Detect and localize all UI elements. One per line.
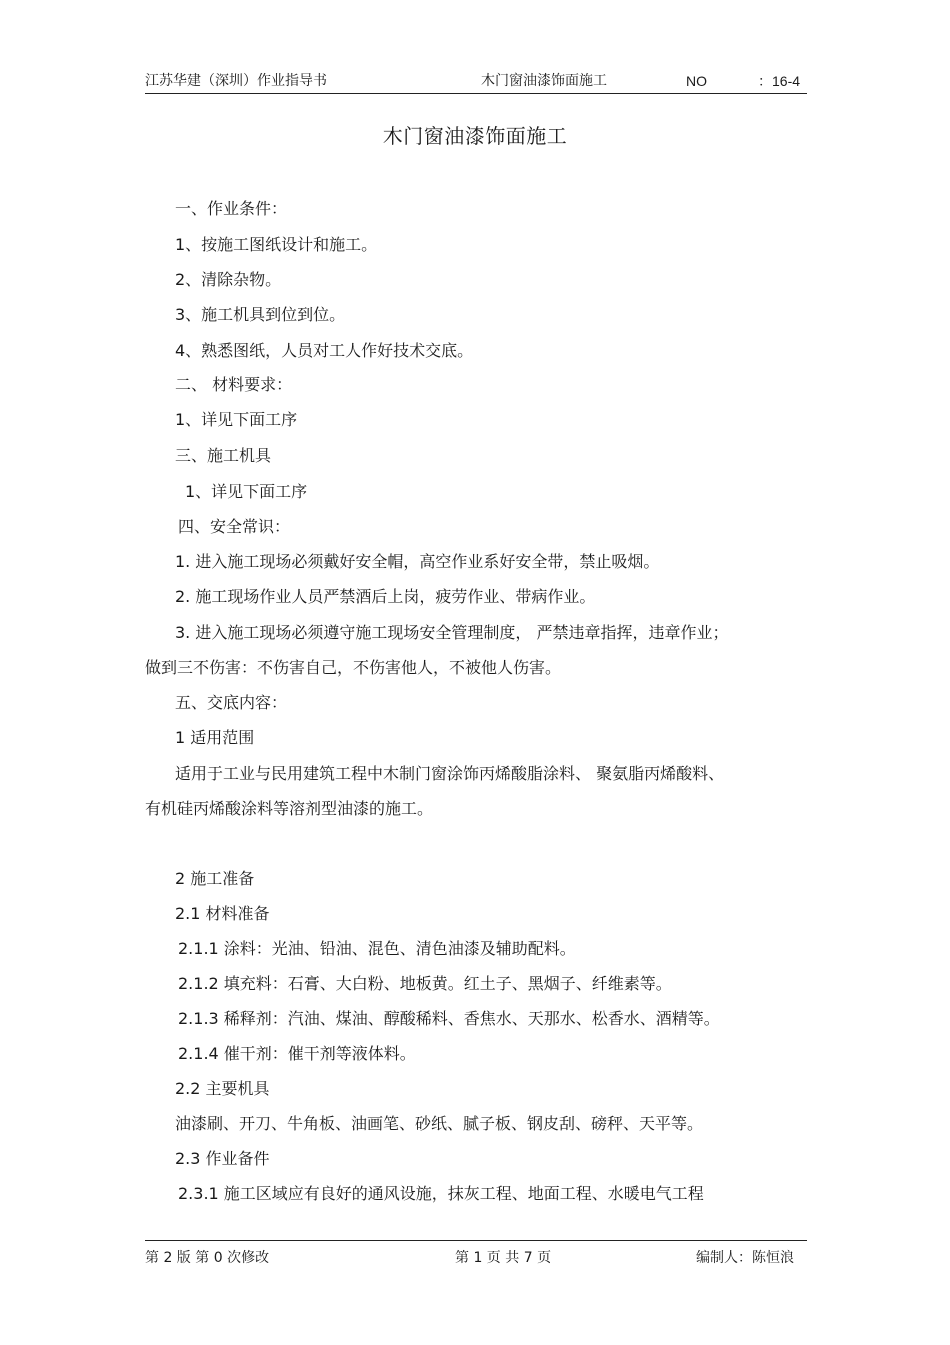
section-heading-briefing: 五、交底内容： [175, 693, 288, 712]
section-heading-machinery: 三、施工机具 [175, 446, 272, 465]
text-line: 1、详见下面工序 [175, 410, 298, 429]
text-line: 2.3.1 施工区域应有良好的通风设施，抹灰工程、地面工程、水暖电气工程 [178, 1184, 704, 1203]
text-line: 2.1.1 涂料：光油、铅油、混色、清色油漆及辅助配料。 [178, 939, 576, 958]
text-line: 4、熟悉图纸，人员对工人作好技术交底。 [175, 341, 474, 360]
text-line: 1、详见下面工序 [185, 482, 308, 501]
text-line: 有机硅丙烯酸涂料等溶剂型油漆的施工。 [145, 799, 434, 818]
text-line: 3、施工机具到位到位。 [175, 305, 346, 324]
header-no-value: ：16-4 [758, 73, 801, 89]
footer-editor: 编制人：陈恒浪 [696, 1250, 794, 1266]
section-heading-materials: 二、 材料要求： [175, 375, 293, 394]
subsection-heading: 2.1 材料准备 [175, 904, 270, 923]
text-line: 做到三不伤害：不伤害自己，不伤害他人，不被他人伤害。 [145, 658, 562, 677]
text-line: 2.1.4 催干剂：催干剂等液体料。 [178, 1044, 416, 1063]
section-heading-safety: 四、安全常识： [178, 517, 291, 536]
text-line: 2.1.2 填充料：石膏、大白粉、地板黄。红土子、黑烟子、纤维素等。 [178, 974, 672, 993]
page-header [145, 70, 807, 92]
text-line: 适用于工业与民用建筑工程中木制门窗涂饰丙烯酸脂涂料、 聚氨脂丙烯酸料、 [175, 764, 725, 783]
text-line: 1、按施工图纸设计和施工。 [175, 235, 378, 254]
header-company: 江苏华建（深圳）作业指导书 [145, 73, 327, 89]
footer-page-number: 第 1 页 共 7 页 [455, 1250, 552, 1266]
text-line: 3. 进入施工现场必须遵守施工现场安全管理制度， 严禁违章指挥，违章作业； [175, 623, 729, 642]
subsection-heading: 1 适用范围 [175, 728, 255, 747]
page-footer [145, 1247, 807, 1269]
subsection-heading: 2.3 作业备件 [175, 1149, 270, 1168]
header-doc-title: 木门窗油漆饰面施工 [481, 73, 607, 89]
text-line: 1. 进入施工现场必须戴好安全帽，高空作业系好安全带，禁止吸烟。 [175, 552, 660, 571]
footer-edition: 第 2 版 第 0 次修改 [145, 1250, 270, 1266]
text-line: 油漆刷、开刀、牛角板、油画笔、砂纸、腻子板、钢皮刮、磅秤、天平等。 [175, 1114, 704, 1133]
header-no-label: NO [686, 73, 707, 89]
subsection-heading: 2 施工准备 [175, 869, 255, 888]
subsection-heading: 2.2 主要机具 [175, 1079, 270, 1098]
text-line: 2. 施工现场作业人员严禁酒后上岗，疲劳作业、带病作业。 [175, 587, 596, 606]
section-heading-conditions: 一、作业条件： [175, 199, 288, 218]
document-title: 木门窗油漆饰面施工 [382, 124, 568, 148]
footer-divider [145, 1240, 807, 1241]
text-line: 2.1.3 稀释剂：汽油、煤油、醇酸稀料、香焦水、天那水、松香水、酒精等。 [178, 1009, 720, 1028]
text-line: 2、清除杂物。 [175, 270, 282, 289]
header-divider [145, 93, 807, 94]
